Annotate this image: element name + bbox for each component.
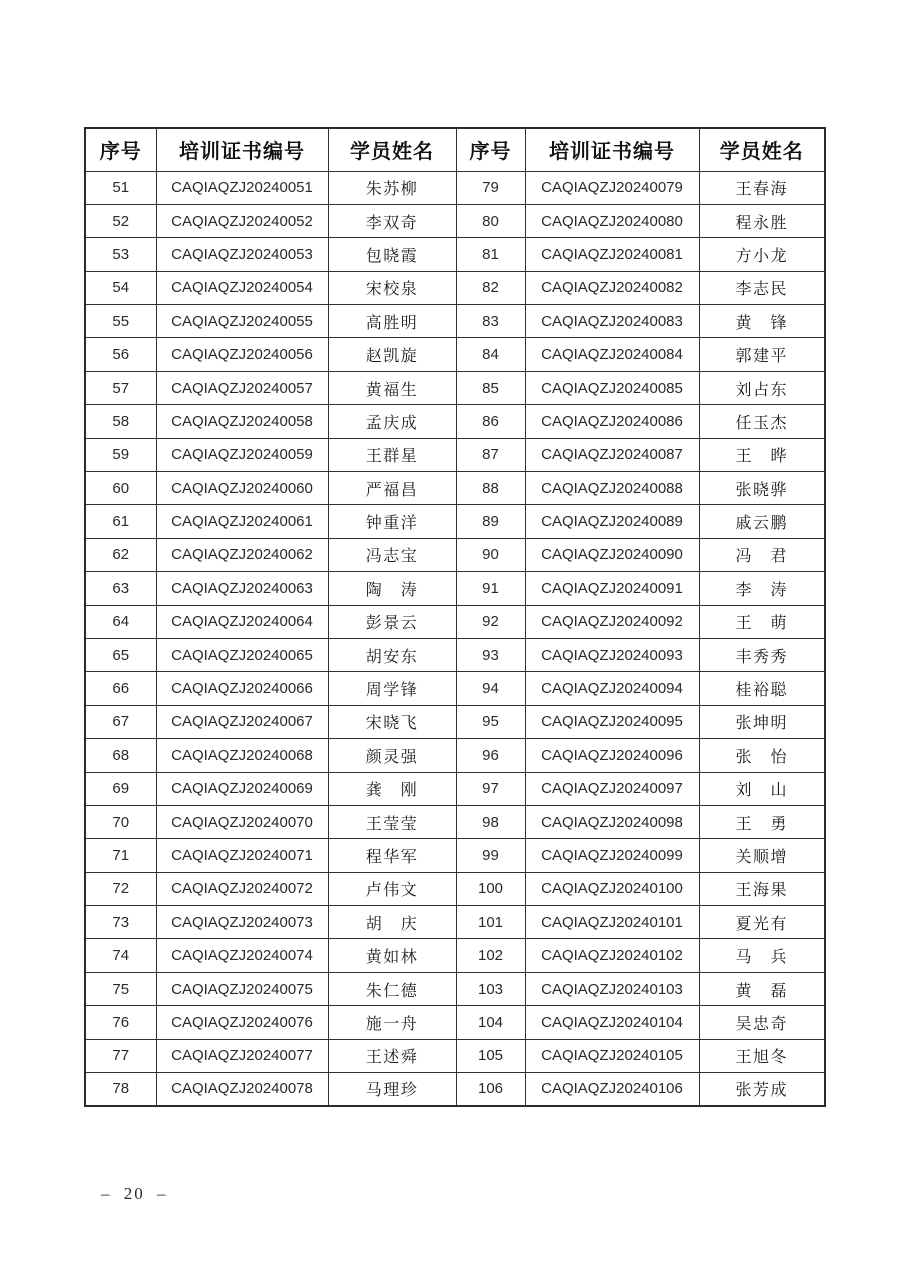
cell-certificate-right: CAQIAQZJ20240100: [525, 872, 699, 905]
cell-student-name-right: 郭建平: [699, 338, 825, 371]
cell-certificate-left: CAQIAQZJ20240051: [156, 171, 328, 204]
table-row: [85, 739, 825, 772]
cell-certificate-right: CAQIAQZJ20240106: [525, 1073, 699, 1106]
page-number: – 20 –: [101, 1184, 168, 1203]
column-header-serial-right: 序号: [456, 128, 525, 171]
cell-student-name-left: 马理珍: [328, 1073, 456, 1106]
cell-certificate-right: CAQIAQZJ20240093: [525, 638, 699, 671]
cell-student-name-right: 黄 锋: [699, 305, 825, 338]
cell-student-name-right: 刘占东: [699, 371, 825, 404]
table-row: [85, 171, 825, 204]
table-row: [85, 605, 825, 638]
table-row: [85, 204, 825, 237]
cell-certificate-left: CAQIAQZJ20240075: [156, 972, 328, 1005]
cell-student-name-right: 关顺增: [699, 839, 825, 872]
cell-serial-right: 98: [456, 805, 525, 838]
cell-student-name-right: 张 怡: [699, 739, 825, 772]
cell-certificate-left: CAQIAQZJ20240061: [156, 505, 328, 538]
cell-student-name-right: 桂裕聪: [699, 672, 825, 705]
cell-student-name-left: 施一舟: [328, 1006, 456, 1039]
table-row: [85, 438, 825, 471]
cell-serial-left: 65: [85, 638, 156, 671]
cell-serial-right: 105: [456, 1039, 525, 1072]
cell-student-name-left: 朱仁德: [328, 972, 456, 1005]
cell-certificate-left: CAQIAQZJ20240066: [156, 672, 328, 705]
certificate-roster-table: [84, 127, 826, 1107]
table-row: [85, 505, 825, 538]
table-row: [85, 939, 825, 972]
cell-certificate-right: CAQIAQZJ20240083: [525, 305, 699, 338]
cell-certificate-right: CAQIAQZJ20240094: [525, 672, 699, 705]
cell-student-name-left: 赵凯旋: [328, 338, 456, 371]
table-row: [85, 839, 825, 872]
cell-student-name-left: 孟庆成: [328, 405, 456, 438]
cell-serial-right: 106: [456, 1073, 525, 1106]
cell-serial-right: 87: [456, 438, 525, 471]
cell-certificate-left: CAQIAQZJ20240077: [156, 1039, 328, 1072]
table-row: [85, 705, 825, 738]
cell-certificate-left: CAQIAQZJ20240053: [156, 238, 328, 271]
cell-student-name-left: 朱苏柳: [328, 171, 456, 204]
column-header-name-left: 学员姓名: [328, 128, 456, 171]
table-row: [85, 772, 825, 805]
cell-student-name-left: 冯志宝: [328, 538, 456, 571]
cell-serial-right: 86: [456, 405, 525, 438]
table-row: [85, 338, 825, 371]
cell-certificate-right: CAQIAQZJ20240088: [525, 472, 699, 505]
cell-student-name-left: 王述舜: [328, 1039, 456, 1072]
cell-certificate-left: CAQIAQZJ20240063: [156, 572, 328, 605]
table-row: [85, 906, 825, 939]
table-row: [85, 872, 825, 905]
cell-serial-left: 75: [85, 972, 156, 1005]
cell-certificate-left: CAQIAQZJ20240073: [156, 906, 328, 939]
cell-serial-left: 78: [85, 1073, 156, 1106]
table-row: [85, 972, 825, 1005]
cell-serial-right: 90: [456, 538, 525, 571]
cell-serial-left: 53: [85, 238, 156, 271]
cell-certificate-right: CAQIAQZJ20240091: [525, 572, 699, 605]
cell-student-name-right: 王 勇: [699, 805, 825, 838]
cell-serial-right: 84: [456, 338, 525, 371]
cell-certificate-right: CAQIAQZJ20240102: [525, 939, 699, 972]
table-row: [85, 1006, 825, 1039]
cell-student-name-right: 黄 磊: [699, 972, 825, 1005]
cell-serial-right: 92: [456, 605, 525, 638]
cell-serial-left: 66: [85, 672, 156, 705]
cell-certificate-left: CAQIAQZJ20240071: [156, 839, 328, 872]
cell-certificate-right: CAQIAQZJ20240089: [525, 505, 699, 538]
cell-student-name-left: 胡 庆: [328, 906, 456, 939]
cell-certificate-right: CAQIAQZJ20240092: [525, 605, 699, 638]
cell-certificate-left: CAQIAQZJ20240065: [156, 638, 328, 671]
cell-student-name-right: 张晓骅: [699, 472, 825, 505]
cell-student-name-right: 张芳成: [699, 1073, 825, 1106]
cell-student-name-right: 王旭冬: [699, 1039, 825, 1072]
cell-student-name-right: 吴忠奇: [699, 1006, 825, 1039]
cell-student-name-left: 王群星: [328, 438, 456, 471]
cell-serial-right: 81: [456, 238, 525, 271]
table-row: [85, 271, 825, 304]
cell-serial-right: 96: [456, 739, 525, 772]
cell-serial-right: 99: [456, 839, 525, 872]
cell-serial-left: 76: [85, 1006, 156, 1039]
cell-serial-left: 59: [85, 438, 156, 471]
header-row: [85, 128, 825, 171]
cell-serial-right: 95: [456, 705, 525, 738]
cell-serial-left: 54: [85, 271, 156, 304]
cell-serial-left: 70: [85, 805, 156, 838]
cell-certificate-left: CAQIAQZJ20240072: [156, 872, 328, 905]
cell-certificate-left: CAQIAQZJ20240064: [156, 605, 328, 638]
cell-student-name-left: 宋晓飞: [328, 705, 456, 738]
cell-certificate-left: CAQIAQZJ20240070: [156, 805, 328, 838]
cell-certificate-left: CAQIAQZJ20240058: [156, 405, 328, 438]
cell-serial-right: 102: [456, 939, 525, 972]
cell-serial-right: 93: [456, 638, 525, 671]
cell-certificate-left: CAQIAQZJ20240057: [156, 371, 328, 404]
cell-student-name-right: 冯 君: [699, 538, 825, 571]
cell-student-name-left: 龚 刚: [328, 772, 456, 805]
column-header-cert-right: 培训证书编号: [525, 128, 699, 171]
cell-student-name-left: 彭景云: [328, 605, 456, 638]
cell-serial-right: 89: [456, 505, 525, 538]
cell-certificate-right: CAQIAQZJ20240105: [525, 1039, 699, 1072]
cell-serial-right: 91: [456, 572, 525, 605]
cell-serial-right: 83: [456, 305, 525, 338]
cell-serial-right: 94: [456, 672, 525, 705]
cell-certificate-left: CAQIAQZJ20240056: [156, 338, 328, 371]
cell-student-name-right: 程永胜: [699, 204, 825, 237]
table-row: [85, 572, 825, 605]
cell-serial-left: 58: [85, 405, 156, 438]
table-row: [85, 538, 825, 571]
cell-student-name-right: 马 兵: [699, 939, 825, 972]
cell-student-name-left: 程华军: [328, 839, 456, 872]
cell-certificate-right: CAQIAQZJ20240099: [525, 839, 699, 872]
table-row: [85, 672, 825, 705]
cell-serial-left: 56: [85, 338, 156, 371]
cell-serial-left: 61: [85, 505, 156, 538]
cell-serial-right: 101: [456, 906, 525, 939]
cell-certificate-left: CAQIAQZJ20240069: [156, 772, 328, 805]
cell-certificate-right: CAQIAQZJ20240098: [525, 805, 699, 838]
cell-student-name-right: 夏光有: [699, 906, 825, 939]
table-row: [85, 405, 825, 438]
cell-certificate-right: CAQIAQZJ20240104: [525, 1006, 699, 1039]
cell-serial-left: 63: [85, 572, 156, 605]
cell-student-name-right: 丰秀秀: [699, 638, 825, 671]
cell-student-name-left: 王莹莹: [328, 805, 456, 838]
cell-certificate-left: CAQIAQZJ20240067: [156, 705, 328, 738]
cell-certificate-left: CAQIAQZJ20240054: [156, 271, 328, 304]
cell-certificate-right: CAQIAQZJ20240103: [525, 972, 699, 1005]
cell-certificate-right: CAQIAQZJ20240079: [525, 171, 699, 204]
table-header: [85, 128, 825, 171]
cell-certificate-left: CAQIAQZJ20240052: [156, 204, 328, 237]
cell-student-name-right: 张坤明: [699, 705, 825, 738]
cell-student-name-right: 李 涛: [699, 572, 825, 605]
table-row: [85, 805, 825, 838]
column-header-name-right: 学员姓名: [699, 128, 825, 171]
cell-certificate-right: CAQIAQZJ20240085: [525, 371, 699, 404]
cell-serial-left: 68: [85, 739, 156, 772]
cell-serial-left: 73: [85, 906, 156, 939]
table-body: [85, 171, 825, 1106]
cell-serial-left: 52: [85, 204, 156, 237]
cell-serial-left: 60: [85, 472, 156, 505]
cell-student-name-left: 宋校泉: [328, 271, 456, 304]
cell-student-name-right: 王 晔: [699, 438, 825, 471]
column-header-serial-left: 序号: [85, 128, 156, 171]
cell-certificate-left: CAQIAQZJ20240055: [156, 305, 328, 338]
cell-serial-left: 51: [85, 171, 156, 204]
cell-certificate-left: CAQIAQZJ20240060: [156, 472, 328, 505]
cell-serial-left: 71: [85, 839, 156, 872]
cell-serial-right: 103: [456, 972, 525, 1005]
cell-certificate-right: CAQIAQZJ20240087: [525, 438, 699, 471]
table-row: [85, 638, 825, 671]
cell-student-name-left: 胡安东: [328, 638, 456, 671]
cell-student-name-right: 方小龙: [699, 238, 825, 271]
cell-certificate-left: CAQIAQZJ20240078: [156, 1073, 328, 1106]
cell-student-name-left: 钟重洋: [328, 505, 456, 538]
cell-serial-left: 77: [85, 1039, 156, 1072]
table-row: [85, 371, 825, 404]
cell-student-name-left: 周学锋: [328, 672, 456, 705]
cell-certificate-right: CAQIAQZJ20240101: [525, 906, 699, 939]
cell-student-name-left: 包晓霞: [328, 238, 456, 271]
cell-serial-left: 57: [85, 371, 156, 404]
cell-certificate-right: CAQIAQZJ20240081: [525, 238, 699, 271]
cell-certificate-left: CAQIAQZJ20240062: [156, 538, 328, 571]
cell-certificate-right: CAQIAQZJ20240095: [525, 705, 699, 738]
cell-student-name-left: 黄如林: [328, 939, 456, 972]
table-row: [85, 472, 825, 505]
cell-serial-left: 55: [85, 305, 156, 338]
cell-student-name-right: 李志民: [699, 271, 825, 304]
cell-serial-right: 88: [456, 472, 525, 505]
cell-serial-left: 64: [85, 605, 156, 638]
table-row: [85, 1039, 825, 1072]
cell-student-name-right: 任玉杰: [699, 405, 825, 438]
cell-student-name-right: 刘 山: [699, 772, 825, 805]
cell-certificate-left: CAQIAQZJ20240068: [156, 739, 328, 772]
cell-student-name-left: 陶 涛: [328, 572, 456, 605]
table-row: [85, 238, 825, 271]
cell-serial-right: 97: [456, 772, 525, 805]
cell-student-name-left: 严福昌: [328, 472, 456, 505]
cell-certificate-right: CAQIAQZJ20240090: [525, 538, 699, 571]
cell-certificate-right: CAQIAQZJ20240096: [525, 739, 699, 772]
cell-serial-right: 100: [456, 872, 525, 905]
cell-serial-left: 69: [85, 772, 156, 805]
cell-student-name-left: 李双奇: [328, 204, 456, 237]
cell-certificate-right: CAQIAQZJ20240084: [525, 338, 699, 371]
cell-student-name-right: 王海果: [699, 872, 825, 905]
cell-certificate-right: CAQIAQZJ20240097: [525, 772, 699, 805]
cell-serial-left: 72: [85, 872, 156, 905]
cell-serial-right: 85: [456, 371, 525, 404]
cell-student-name-left: 颜灵强: [328, 739, 456, 772]
table-row: [85, 305, 825, 338]
cell-student-name-right: 王春海: [699, 171, 825, 204]
cell-student-name-right: 王 萌: [699, 605, 825, 638]
cell-serial-right: 82: [456, 271, 525, 304]
cell-serial-left: 62: [85, 538, 156, 571]
cell-certificate-left: CAQIAQZJ20240059: [156, 438, 328, 471]
cell-serial-right: 80: [456, 204, 525, 237]
cell-serial-left: 74: [85, 939, 156, 972]
cell-certificate-right: CAQIAQZJ20240086: [525, 405, 699, 438]
cell-student-name-left: 高胜明: [328, 305, 456, 338]
cell-certificate-left: CAQIAQZJ20240074: [156, 939, 328, 972]
cell-certificate-right: CAQIAQZJ20240082: [525, 271, 699, 304]
cell-certificate-left: CAQIAQZJ20240076: [156, 1006, 328, 1039]
cell-student-name-left: 黄福生: [328, 371, 456, 404]
cell-serial-left: 67: [85, 705, 156, 738]
cell-serial-right: 79: [456, 171, 525, 204]
cell-certificate-right: CAQIAQZJ20240080: [525, 204, 699, 237]
cell-serial-right: 104: [456, 1006, 525, 1039]
cell-student-name-right: 戚云鹏: [699, 505, 825, 538]
column-header-cert-left: 培训证书编号: [156, 128, 328, 171]
table-row: [85, 1073, 825, 1106]
cell-student-name-left: 卢伟文: [328, 872, 456, 905]
